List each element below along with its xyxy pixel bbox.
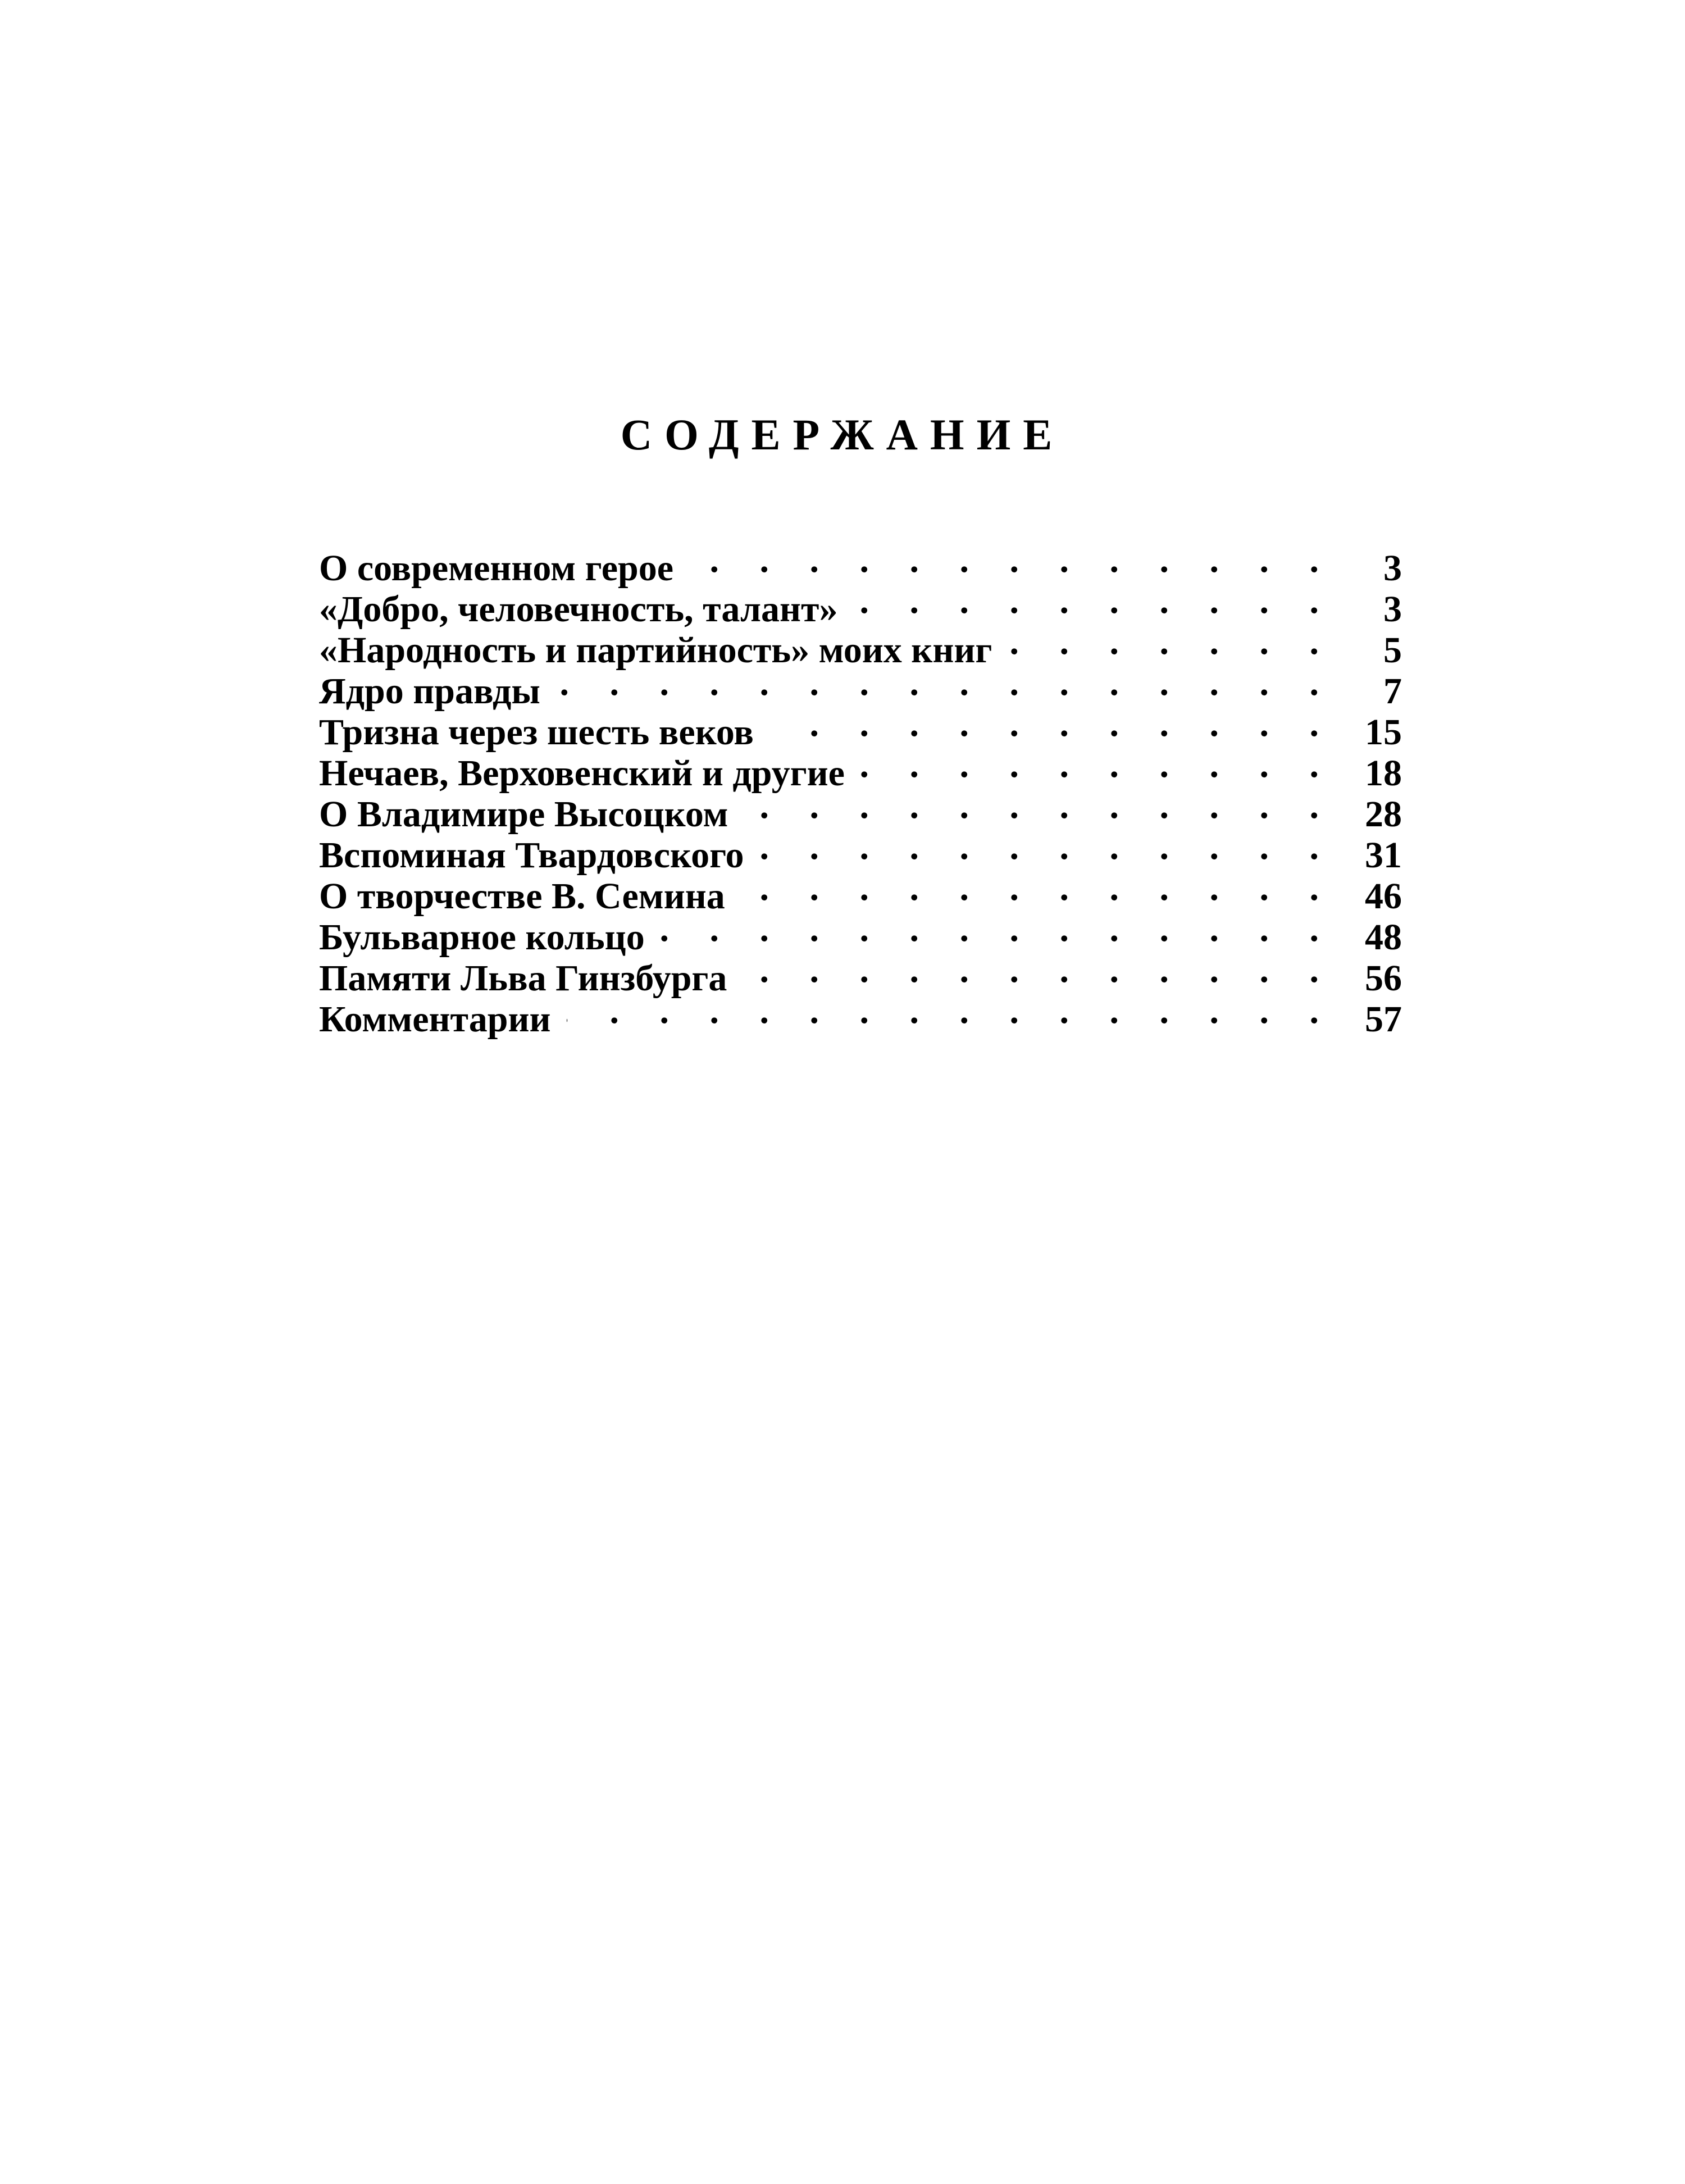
toc-entry-title: Памяти Льва Гинзбурга xyxy=(319,958,727,999)
toc-entry-title: О Владимире Высоцком xyxy=(319,794,728,835)
toc-page-number: 5 xyxy=(1383,630,1402,671)
table-of-contents xyxy=(319,539,1402,1040)
dot-leader xyxy=(743,949,1335,990)
toc-page-number: 46 xyxy=(1365,876,1402,917)
page-title: СОДЕРЖАНИЕ xyxy=(620,410,1065,459)
toc-page-number: 48 xyxy=(1365,917,1402,958)
dot-leader xyxy=(744,785,1335,826)
toc-entry-title: Тризна через шесть веков xyxy=(319,712,754,753)
dot-leader xyxy=(689,539,1335,580)
toc-page-number: 3 xyxy=(1383,589,1402,630)
dot-leader xyxy=(741,867,1335,908)
toc-page-number: 56 xyxy=(1365,958,1402,999)
dot-leader xyxy=(661,908,1335,949)
toc-page-number: 7 xyxy=(1383,671,1402,712)
toc-entry-title: Бульварное кольцо xyxy=(319,917,645,958)
toc-page-number: 18 xyxy=(1365,753,1402,794)
toc-entry-title: «Народность и партийность» моих книг xyxy=(319,630,992,671)
dot-leader xyxy=(769,703,1335,744)
toc-entry-title: Комментарии xyxy=(319,999,551,1040)
dot-leader xyxy=(853,580,1335,621)
toc-entry-title: Вспоминая Твардовского xyxy=(319,835,744,876)
toc-entry-title: О современном герое xyxy=(319,548,674,589)
dot-leader xyxy=(1008,621,1335,662)
dot-leader xyxy=(860,744,1335,785)
toc-page-number: 3 xyxy=(1383,548,1402,589)
toc-page-number: 31 xyxy=(1365,835,1402,876)
dot-leader xyxy=(556,662,1335,703)
toc-entry-title: Ядро правды xyxy=(319,671,540,712)
toc-row xyxy=(319,539,1402,589)
toc-entry-title: О творчестве В. Семина xyxy=(319,876,725,917)
toc-page-number: 15 xyxy=(1365,712,1402,753)
toc-entry-title: Нечаев, Верховенский и другие xyxy=(319,753,845,794)
toc-page-number: 28 xyxy=(1365,794,1402,835)
dot-leader xyxy=(760,826,1335,867)
toc-page-number: 57 xyxy=(1365,999,1402,1040)
dot-leader xyxy=(567,990,1335,1031)
toc-entry-title: «Добро, человечность, талант» xyxy=(319,589,838,630)
